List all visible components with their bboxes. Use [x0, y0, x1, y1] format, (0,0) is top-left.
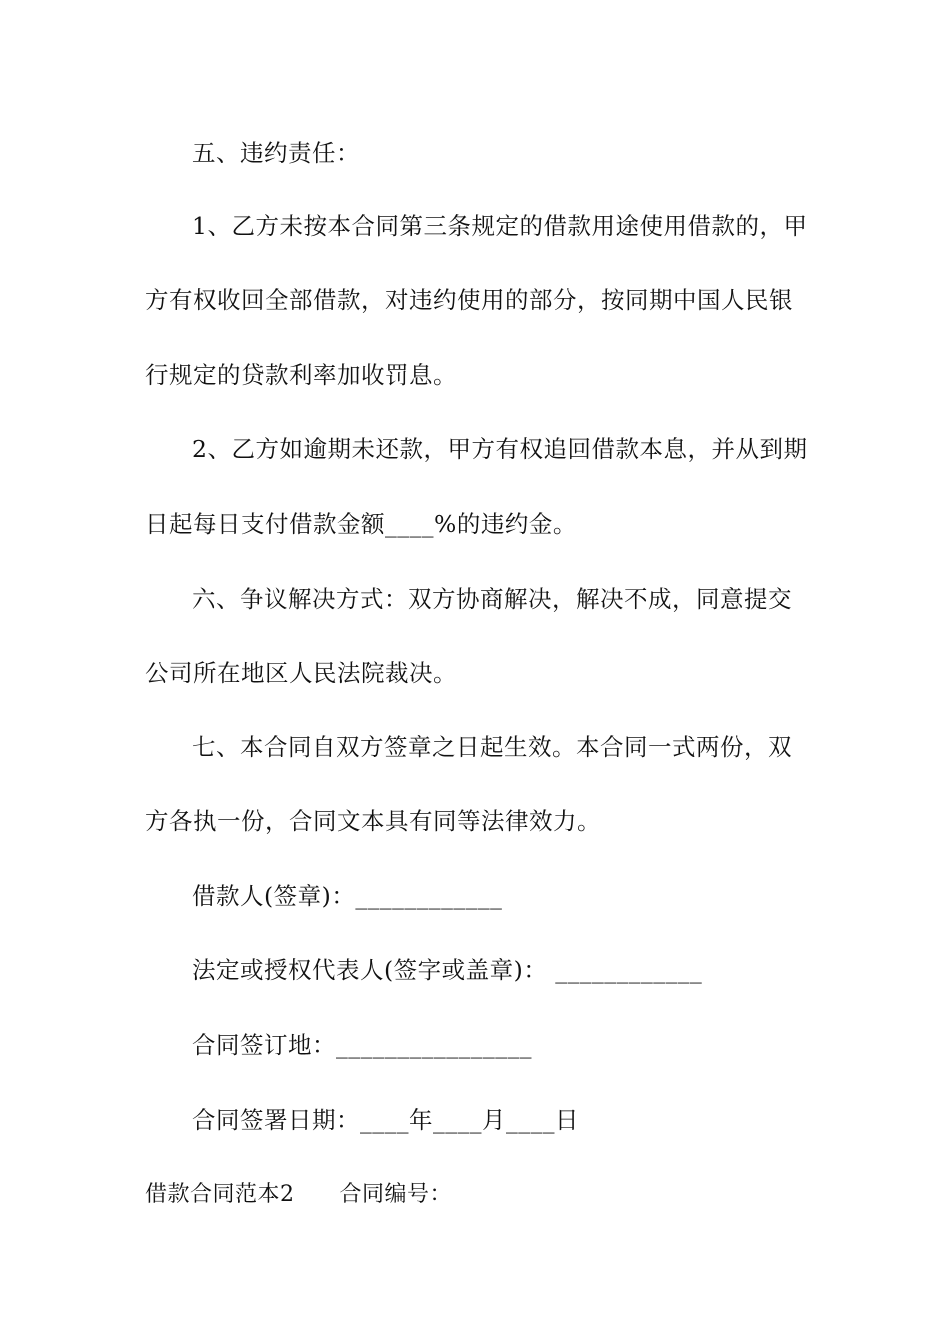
clause-2-line-1: 2、乙方如逾期未还款，甲方有权追回借款本息，并从到期 — [192, 435, 808, 463]
clause-1-line-2: 方有权收回全部借款，对违约使用的部分，按同期中国人民银 — [145, 286, 793, 314]
clause-1-line-3: 行规定的贷款利率加收罚息。 — [145, 361, 457, 389]
section-effect-line-2: 方各执一份，合同文本具有同等法律效力。 — [145, 807, 601, 835]
signing-place-line: 合同签订地：________________ — [192, 1031, 532, 1059]
section-effect-line-1: 七、本合同自双方签章之日起生效。本合同一式两份，双 — [192, 733, 792, 761]
section-dispute-line-1: 六、争议解决方式：双方协商解决，解决不成，同意提交 — [192, 585, 792, 613]
borrower-signature-line: 借款人(签章)：____________ — [192, 882, 503, 910]
signing-date-line: 合同签署日期：____年____月____日 — [192, 1106, 579, 1134]
next-contract-title: 借款合同范本2 合同编号： — [145, 1182, 452, 1207]
clause-1-line-1: 1、乙方未按本合同第三条规定的借款用途使用借款的，甲 — [192, 212, 808, 240]
section-dispute-line-2: 公司所在地区人民法院裁决。 — [145, 659, 457, 687]
section-heading-breach: 五、违约责任： — [192, 139, 360, 167]
representative-signature-line: 法定或授权代表人(签字或盖章)： ____________ — [192, 956, 703, 984]
clause-2-line-2: 日起每日支付借款金额____%的违约金。 — [145, 510, 577, 538]
